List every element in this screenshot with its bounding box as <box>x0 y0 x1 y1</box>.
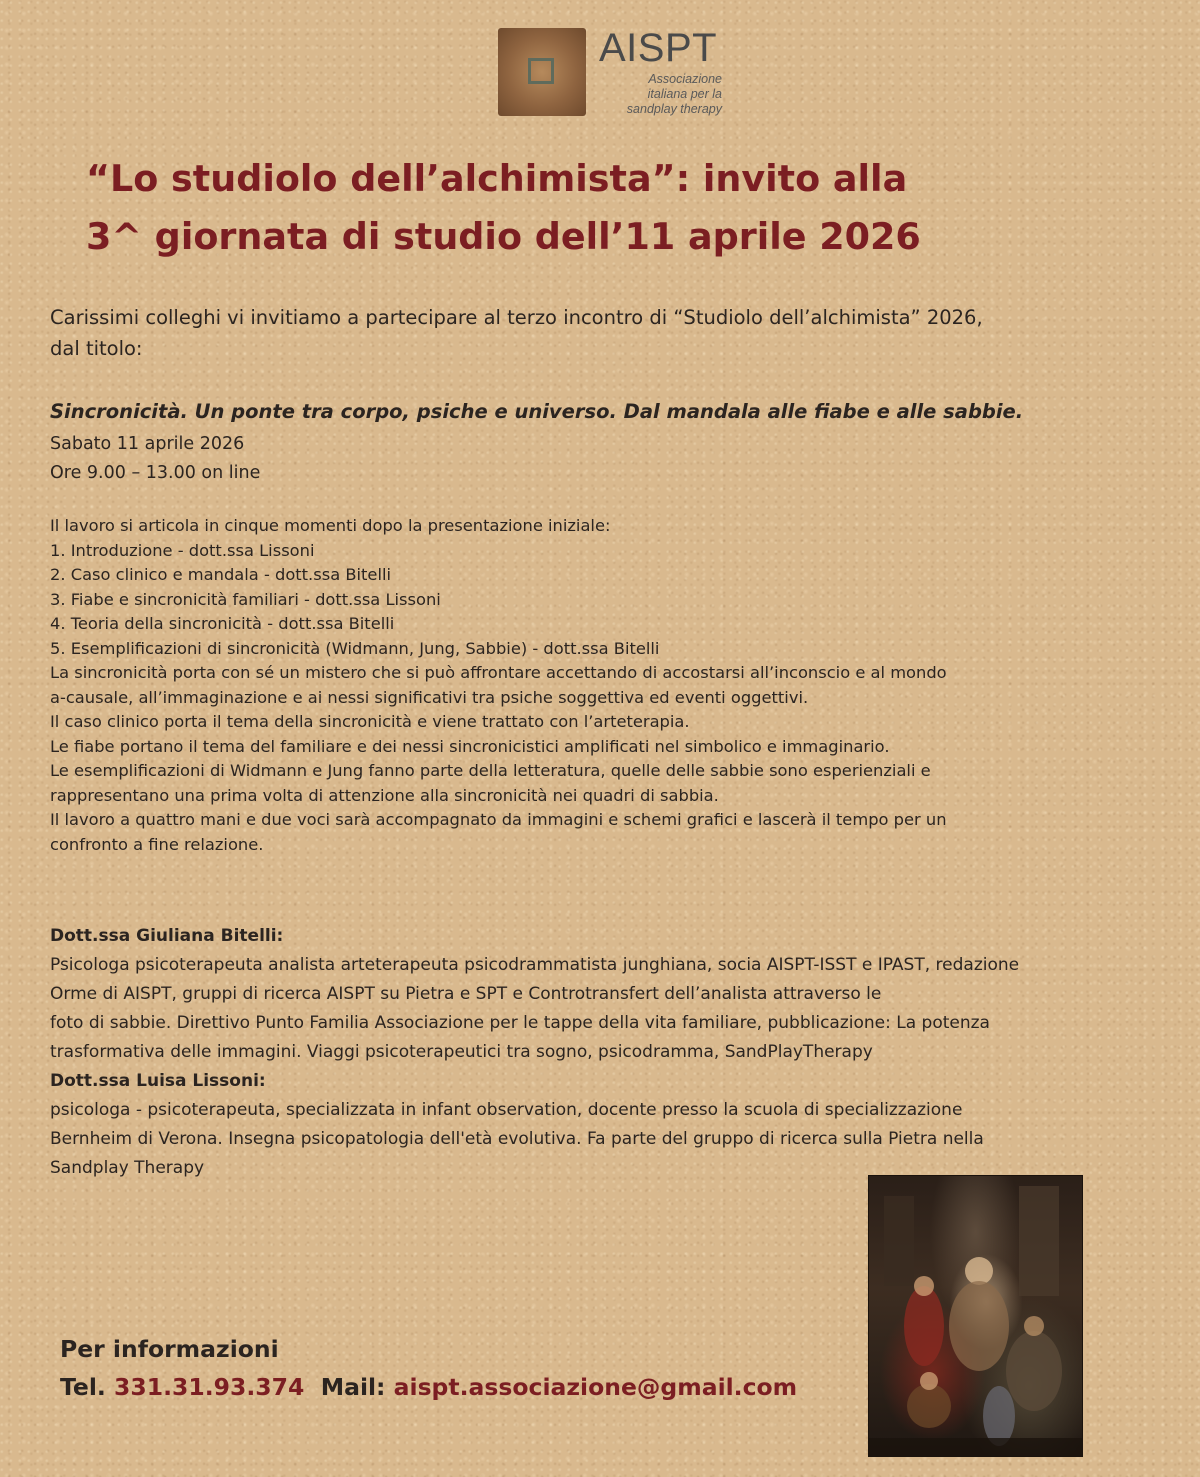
speakers-section <box>50 922 1170 1183</box>
speaker-name-lissoni: Dott.ssa Luisa Lissoni: <box>50 1071 266 1091</box>
event-meta <box>50 430 260 488</box>
phone-number-link[interactable]: 331.31.93.374 <box>114 1373 305 1401</box>
tel-label: Tel. <box>60 1373 106 1401</box>
program-description-line: rappresentano una prima volta di attenzione alla sincronicità nei quadri di sabbia. <box>50 785 719 805</box>
program-description-line: confronto a fine relazione. <box>50 834 264 854</box>
logo-subtitle-line: italiana per la <box>647 87 722 101</box>
program-description-line: Le fiabe portano il tema del familiare e dei nessi sincronicistici amplificati nel simbolico e immaginario. <box>50 736 890 756</box>
program-description-line: Le esemplificazioni di Widmann e Jung fanno parte della letteratura, quelle delle sabbie sono esperienziali e <box>50 761 931 780</box>
program-description-line: Il lavoro a quattro mani e due voci sarà accompagnato da immagini e schemi grafici e lascerà il tempo per un <box>50 810 947 829</box>
event-time: Ore 9.00 – 13.00 on line <box>50 463 261 483</box>
program-item: 2. Caso clinico e mandala - dott.ssa Bitelli <box>50 565 392 584</box>
intro-line: dal titolo: <box>50 337 143 360</box>
logo-subtitle-line: sandplay therapy <box>626 102 722 116</box>
contact-line <box>60 1368 797 1406</box>
logo-subtitle-line: Associazione <box>648 72 722 86</box>
intro-paragraph <box>50 302 1160 364</box>
speaker-bio-line: foto di sabbie. Direttivo Punto Familia Associazione per le tappe della vita familiare, pubblicazione: La potenza <box>50 1013 990 1033</box>
mail-label: Mail: <box>320 1373 386 1401</box>
speaker-bio-line: psicologa - psicoterapeuta, specializzata in infant observation, docente presso la scuola di specializzazione <box>50 1100 963 1120</box>
program-intro: Il lavoro si articola in cinque momenti dopo la presentazione iniziale: <box>50 516 611 535</box>
program-item: 3. Fiabe e sincronicità familiari - dott.ssa Lissoni <box>50 589 441 609</box>
program-item: 5. Esemplificazioni di sincronicità (Widmann, Jung, Sabbie) - dott.ssa Bitelli <box>50 638 660 658</box>
program-description-line: La sincronicità porta con sé un mistero che si può affrontare accettando di accostarsi all’inconscio e al mondo <box>50 663 947 682</box>
page-title <box>86 150 1136 266</box>
program-item: 4. Teoria della sincronicità - dott.ssa Bitelli <box>50 614 395 633</box>
speaker-name-bitelli: Dott.ssa Giuliana Bitelli: <box>50 926 284 946</box>
event-date: Sabato 11 aprile 2026 <box>50 434 245 454</box>
title-line: 3^ giornata di studio dell’11 aprile 2026 <box>86 215 921 258</box>
alchemist-painting <box>868 1175 1083 1457</box>
aispt-logo-icon <box>498 28 586 116</box>
speaker-bio-line: Orme di AISPT, gruppi di ricerca AISPT su Pietra e SPT e Controtransfert dell’analista attraverso le <box>50 984 882 1004</box>
speaker-bio-line: Sandplay Therapy <box>50 1158 205 1178</box>
aispt-logo <box>498 28 738 123</box>
logo-name: AISPT <box>599 26 718 70</box>
program-description-line: a-causale, all’immaginazione e ai nessi significativi tra psiche soggettiva ed eventi oggettivi. <box>50 687 809 707</box>
contact-section <box>60 1330 797 1406</box>
program-item: 1. Introduzione - dott.ssa Lissoni <box>50 540 315 560</box>
speaker-bio-line: trasformativa delle immagini. Viaggi psicoterapeutici tra sogno, psicodramma, SandPlayTherapy <box>50 1042 873 1062</box>
contact-heading: Per informazioni <box>60 1335 279 1363</box>
event-subtitle: Sincronicità. Un ponte tra corpo, psiche e universo. Dal mandala alle fiabe e alle sabbie. <box>50 400 1024 423</box>
speaker-bio-line: Psicologa psicoterapeuta analista arteterapeuta psicodrammatista junghiana, socia AISPT-ISST e IPAST, redazione <box>50 955 1020 975</box>
intro-line: Carissimi colleghi vi invitiamo a partecipare al terzo incontro di “Studiolo dell’alchimista” 2026, <box>50 306 983 329</box>
speaker-bio-line: Bernheim di Verona. Insegna psicopatologia dell'età evolutiva. Fa parte del gruppo di ricerca sulla Pietra nella <box>50 1129 984 1149</box>
program-section <box>50 514 1160 857</box>
program-description-line: Il caso clinico porta il tema della sincronicità e viene trattato con l’arteterapia. <box>50 712 690 731</box>
logo-subtitle <box>606 72 722 117</box>
email-link[interactable]: aispt.associazione@gmail.com <box>393 1373 798 1401</box>
title-line: “Lo studiolo dell’alchimista”: invito alla <box>86 157 908 200</box>
